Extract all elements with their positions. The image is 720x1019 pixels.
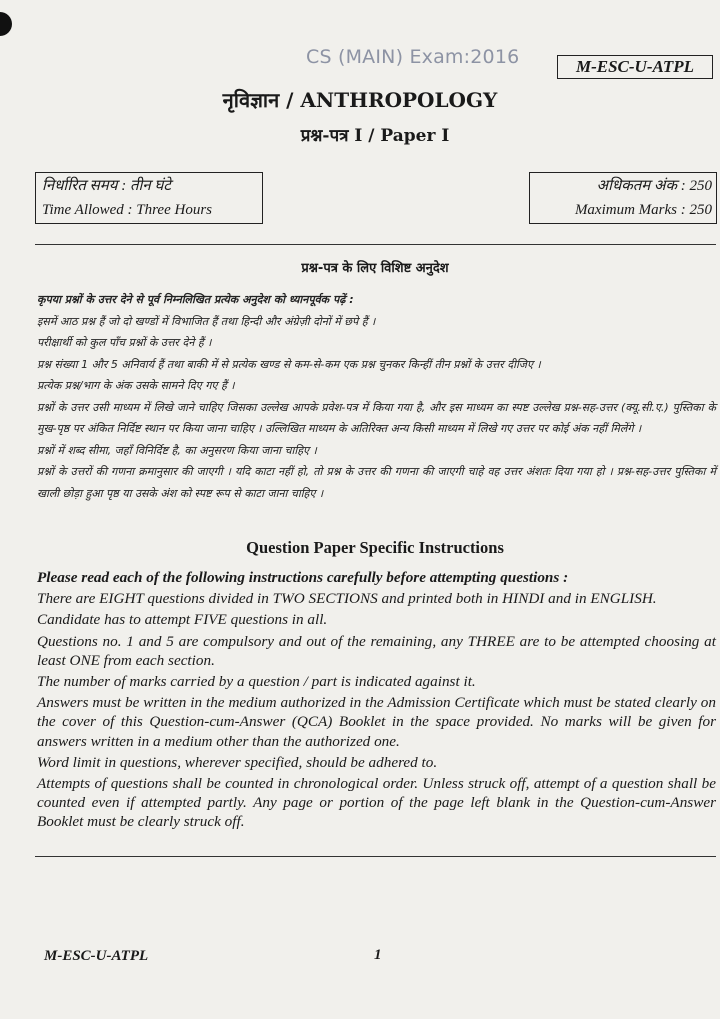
english-instruction-item: Word limit in questions, wherever specified, should be adhered to. [37,753,438,771]
hindi-instruction-item: प्रश्न संख्या 1 और 5 अनिवार्य हैं तथा बाकी में से प्रत्येक खण्ड से कम-से-कम एक प्रश्न चुनकर किन्हीं तीन प्रश्नों के उत्तर दीजिए । [37,357,541,371]
hindi-instruction-item: इसमें आठ प्रश्न हैं जो दो खण्डों में विभाजित हैं तथा हिन्दी और अंग्रेज़ी दोनों में छपे हैं । [37,314,376,328]
english-instruction-item: Candidate has to attempt FIVE questions in all. [37,611,328,629]
footer-paper-code: M-ESC-U-ATPL [44,948,149,964]
bottom-divider [35,856,716,857]
hindi-instructions-lead: कृपया प्रश्नों के उत्तर देने से पूर्व निम्नलिखित प्रत्येक अनुदेश को ध्यानपूर्वक पढ़ें : [37,293,354,306]
hindi-instruction-item: प्रश्नों में शब्द सीमा, जहाँ विनिर्दिष्ट है, का अनुसरण किया जाना चाहिए । [37,443,317,457]
time-allowed-box [35,172,263,224]
english-instructions-lead: Please read each of the following instructions carefully before attempting questions : [37,569,569,586]
top-divider [35,244,716,245]
time-allowed-hindi: निर्धारित समय : तीन घंटे [42,178,171,194]
paper-subtitle: प्रश्न-पत्र I / Paper I [300,126,450,146]
footer-page-number: 1 [374,947,382,963]
paper-code-box: M-ESC-U-ATPL [557,55,713,79]
time-allowed-english: Time Allowed : Three Hours [42,202,213,218]
exam-stamp-watermark: CS (MAIN) Exam:2016 [306,46,520,68]
english-instructions-heading: Question Paper Specific Instructions [246,538,504,557]
maximum-marks-hindi: अधिकतम अंक : 250 [596,178,712,194]
hindi-instructions-heading: प्रश्न-पत्र के लिए विशिष्ट अनुदेश [301,261,449,276]
hindi-instruction-item: प्रत्येक प्रश्न/भाग के अंक उसके सामने दिए गए हैं । [37,379,235,392]
maximum-marks-english: Maximum Marks : 250 [574,202,712,218]
english-instruction-item: The number of marks carried by a question / part is indicated against it. [37,673,476,691]
english-instruction-item: Questions no. 1 and 5 are compulsory and out of the remaining, any THREE are to be attempted choosing at least ONE from each section. [37,632,716,669]
paper-title: नृविज्ञान / ANTHROPOLOGY [222,88,498,112]
hindi-instruction-item: परीक्षार्थी को कुल पाँच प्रश्नों के उत्तर देने हैं । [37,336,212,349]
hindi-instruction-item: प्रश्नों के उत्तरों की गणना क्रमानुसार की जाएगी । यदि काटा नहीं हो, तो प्रश्न के उत्तर की गणना की जाएगी चाहे वह उत्तर अंशतः दिया गया हो । प्रश्न-सह-उत्तर पुस्तिका में खाली छोड़ा हुआ पृष्ठ या उसके अंश को स्पष्ट रूप से काटा जाना चाहिए । [37,465,716,500]
english-instructions-list [37,568,716,834]
english-instruction-item: Answers must be written in the medium authorized in the Admission Certificate which must be stated clearly on the cover of this Question-cum-Answer (QCA) Booklet in the space provided. No marks will be given for answers written in a medium other than the authorized one. [37,694,716,750]
hindi-instruction-item: प्रश्नों के उत्तर उसी माध्यम में लिखे जाने चाहिए जिसका उल्लेख आपके प्रवेश-पत्र में किया गया है, और इस माध्यम का स्पष्ट उल्लेख प्रश्न-सह-उत्तर (क्यू.सी.ए.) पुस्तिका के मुख-पृष्ठ पर अंकित निर्दिष्ट स्थान पर किया जाना चाहिए । उल्लिखित माध्यम के अतिरिक्त अन्य किसी माध्यम में लिखे गए उत्तर पर कोई अंक नहीं मिलेंगे । [37,400,716,435]
english-instruction-item: Attempts of questions shall be counted in chronological order. Unless struck off, attempt of a question shall be counted even if attempted partly. Any page or portion of the page left blank in the Question-cum-Answer Booklet must be clearly struck off. [37,775,716,831]
english-instruction-item: There are EIGHT questions divided in TWO SECTIONS and printed both in HINDI and in ENGLISH. [37,590,657,608]
punch-hole-mark [0,12,12,36]
hindi-instructions-list [37,289,716,504]
maximum-marks-box [529,172,717,224]
